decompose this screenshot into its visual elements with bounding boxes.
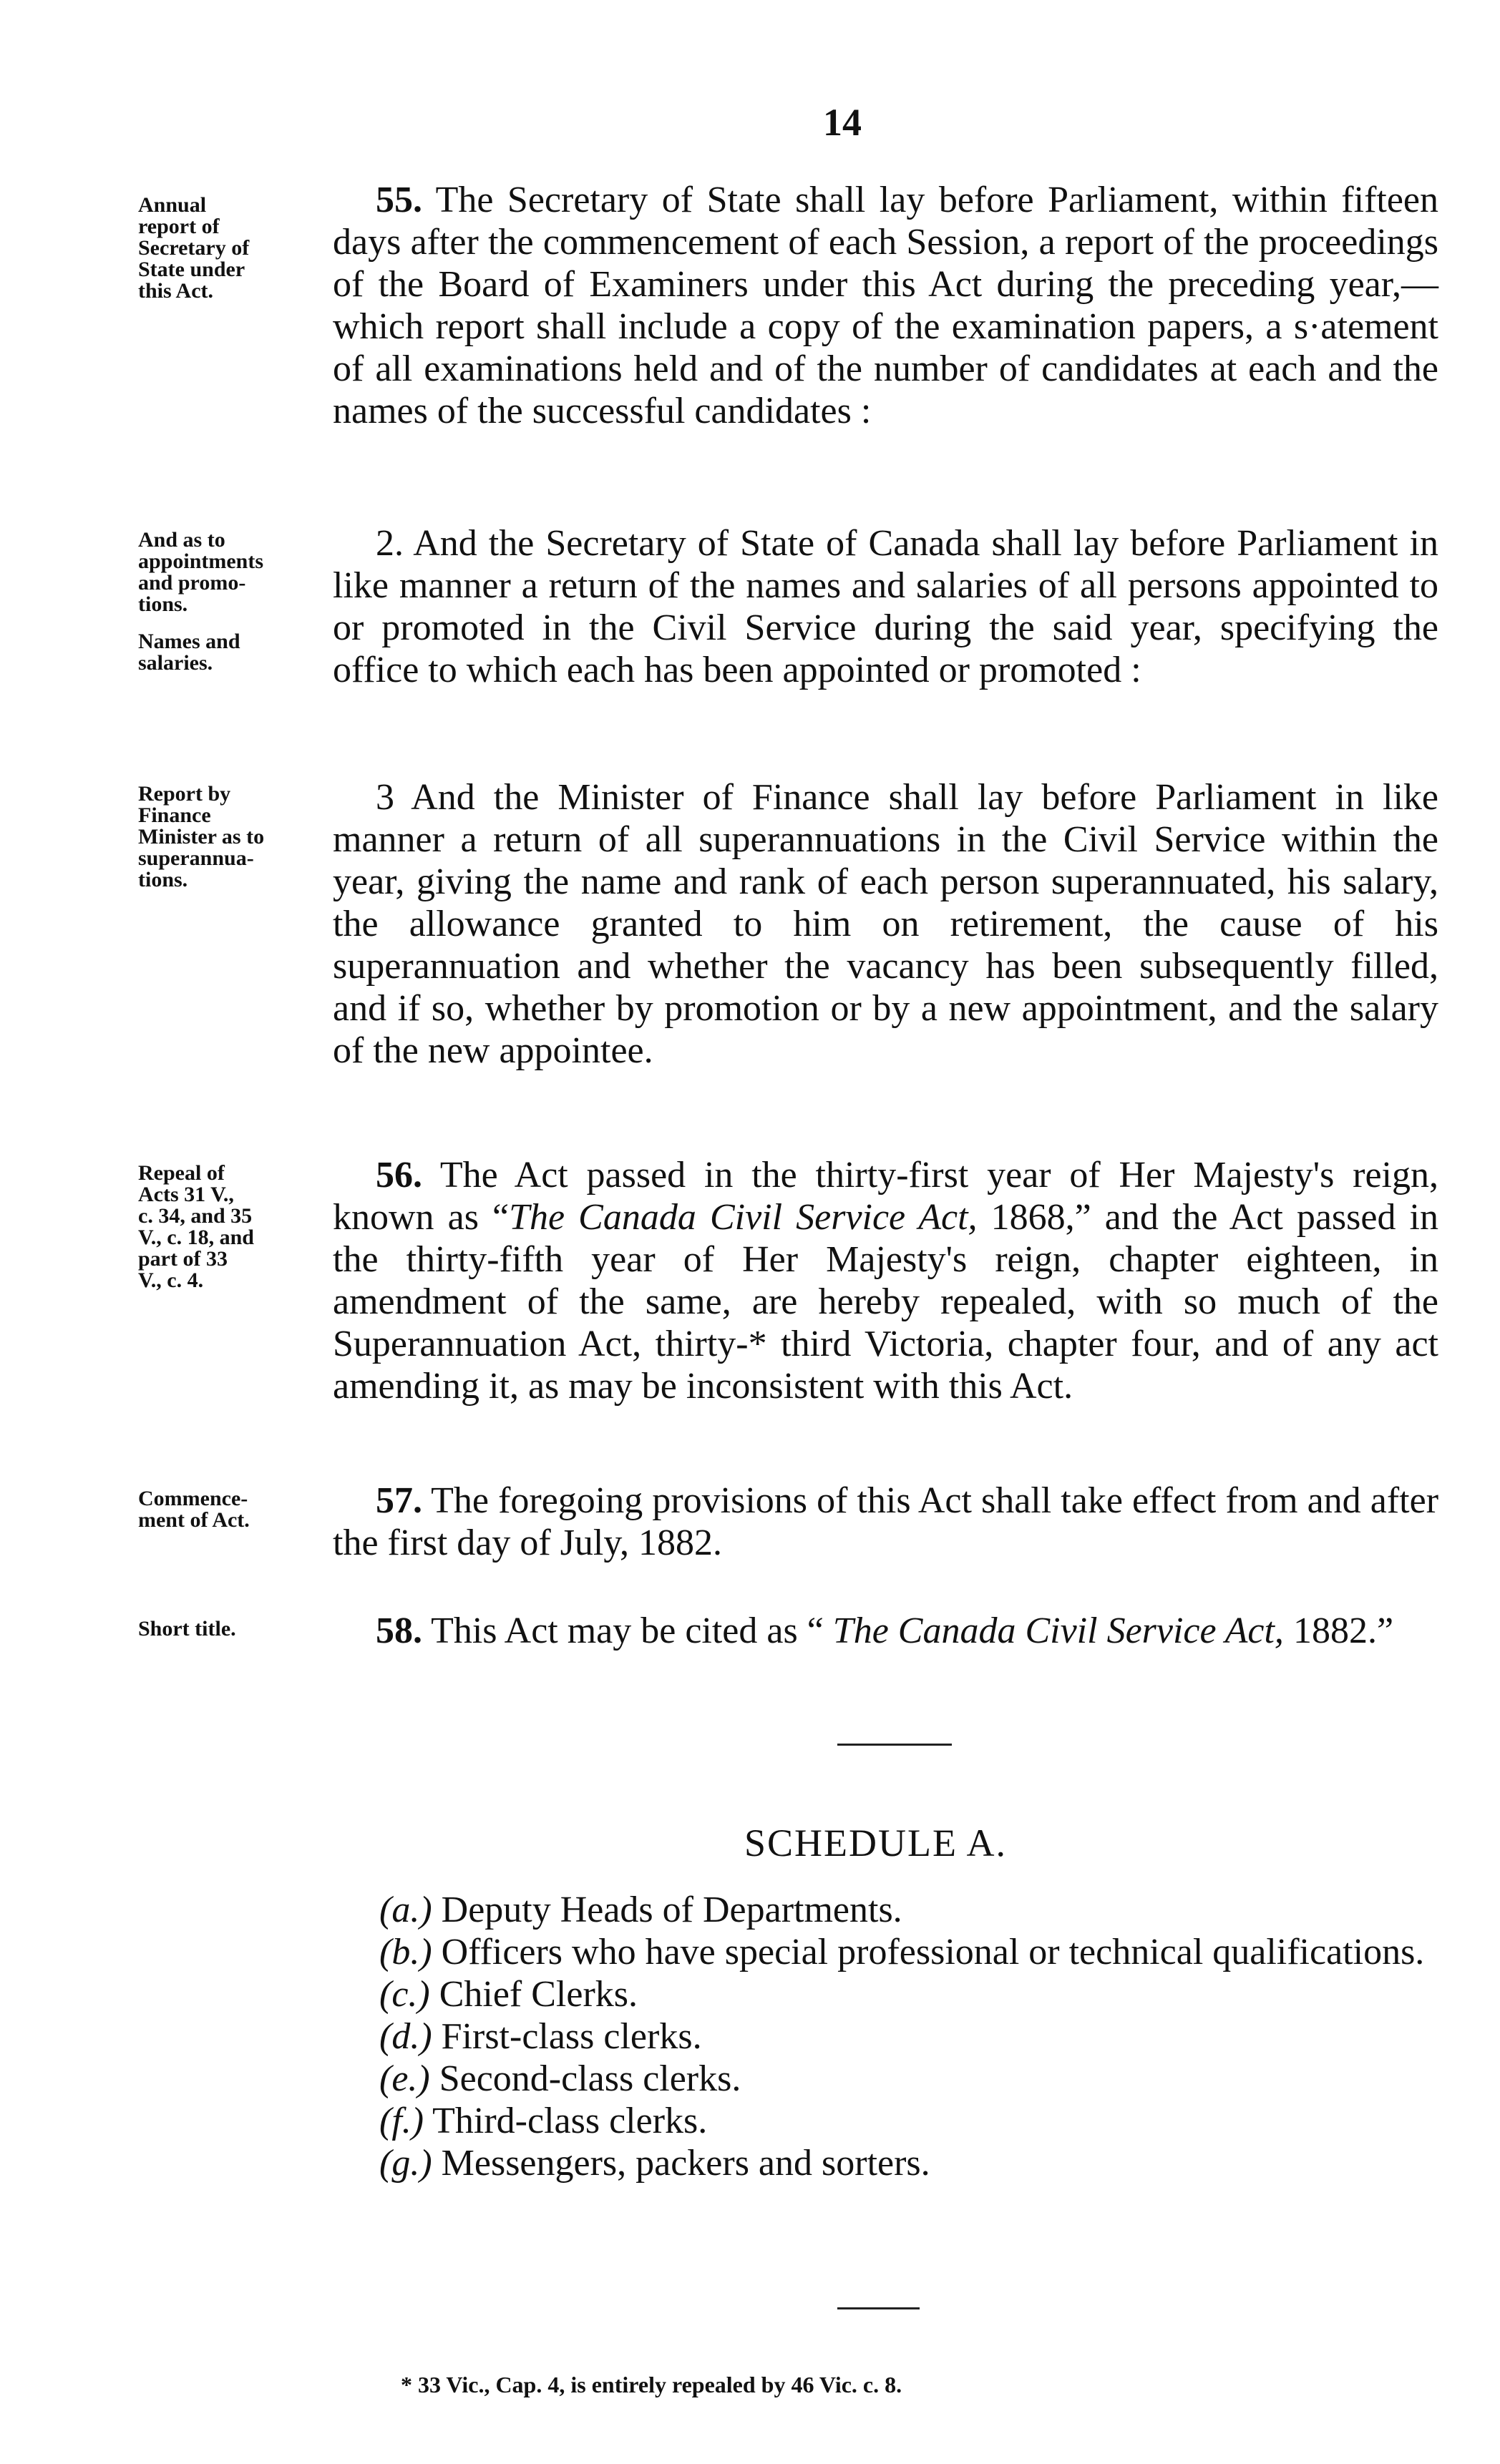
margin-note-line: Commence- — [138, 1487, 248, 1510]
schedule-item-letter: (d.) — [379, 2016, 432, 2057]
margin-note-line: Short title. — [138, 1617, 236, 1641]
page-number: 14 — [823, 101, 862, 144]
schedule-item — [333, 2100, 1438, 2142]
margin-note-annual-report — [138, 195, 331, 302]
section-number: 56. — [376, 1155, 422, 1196]
margin-note-repeal — [138, 1163, 331, 1291]
margin-note-line: And as to — [138, 528, 225, 552]
schedule-item — [333, 2142, 1438, 2184]
schedule-item-letter: (e.) — [379, 2058, 430, 2099]
margin-note-line: Secretary of — [138, 236, 250, 260]
schedule-item-letter: (a.) — [379, 1889, 432, 1930]
schedule-item — [333, 1973, 1438, 2015]
section-57 — [333, 1480, 1438, 1564]
section-text-before: The Act passed in the thirty-first year of Her Majesty's reign, known as “ — [333, 1155, 1439, 1238]
margin-note-line: part of 33 — [138, 1247, 228, 1271]
divider-rule — [837, 1744, 952, 1746]
schedule-list — [333, 1889, 1438, 2184]
act-title: The Canada Civil Service Act, — [509, 1197, 978, 1238]
section-number: 57. — [376, 1480, 422, 1521]
section-text-after: 1882.” — [1283, 1610, 1394, 1651]
schedule-item-letter: (f.) — [379, 2101, 424, 2141]
schedule-item-text: Second-class clerks. — [439, 2058, 741, 2099]
margin-note-line: and promo- — [138, 571, 246, 595]
section-text-before: This Act may be cited as “ — [431, 1610, 833, 1651]
schedule-item — [333, 2058, 1438, 2100]
section-text: The foregoing provisions of this Act shall take effect from and after the first day of July, 1882. — [333, 1480, 1439, 1563]
section-number: 55. — [376, 180, 422, 220]
schedule-item-text: Third-class clerks. — [432, 2101, 708, 2141]
margin-note-line: superannua- — [138, 846, 254, 870]
section-56 — [333, 1154, 1438, 1407]
schedule-item-text: First-class clerks. — [441, 2016, 702, 2057]
divider-rule — [837, 2307, 920, 2309]
margin-note-line: Acts 31 V., — [138, 1183, 234, 1206]
margin-note-short-title — [138, 1618, 331, 1640]
margin-notes-appointments — [138, 529, 331, 690]
section-number: 2. — [376, 523, 404, 564]
schedule-item-letter: (b.) — [379, 1932, 432, 1972]
act-title: The Canada Civil Service Act, — [832, 1610, 1284, 1651]
schedule-item-letter: (c.) — [379, 1974, 430, 2015]
margin-note-line: salaries. — [138, 651, 213, 675]
section-55 — [333, 179, 1438, 432]
schedule-item-letter: (g.) — [379, 2143, 432, 2184]
schedule-item — [333, 2015, 1438, 2058]
margin-note-appointments — [138, 529, 331, 615]
margin-note-line: appointments — [138, 549, 264, 573]
margin-note-line: Repeal of — [138, 1161, 225, 1185]
footnote: * 33 Vic., Cap. 4, is entirely repealed by 46 Vic. c. 8. — [401, 2372, 902, 2397]
margin-note-line: report of — [138, 215, 220, 238]
section-text-after: 1868,” and the Act passed in the thirty-fifth year of Her Majesty's reign, chapter eighteen, in amendment of the same, are hereby repealed, with so much of the Superannuation Act, thirty-* third Victoria, chapter four, and of any act amending it, as may be inconsistent with this Act. — [333, 1197, 1438, 1407]
margin-note-report-by-finance — [138, 783, 331, 891]
schedule-title: SCHEDULE A. — [744, 1822, 1008, 1864]
subsection-2 — [333, 522, 1438, 691]
section-text: The Secretary of State shall lay before Parliament, within fifteen days after the commencement of each Session, a report of the proceedings of the Board of Examiners under this Act during the preceding year,—which report shall include a copy of the examination papers, a s·atement of all examinations held and of the number of candidates at each and the names of the successful candidates : — [333, 180, 1438, 431]
section-58 — [333, 1610, 1438, 1652]
margin-note-line: V., c. 4. — [138, 1268, 204, 1292]
margin-note-line: Finance — [138, 803, 211, 827]
section-number: 3 — [376, 777, 394, 818]
margin-note-line: tions. — [138, 868, 188, 891]
section-number: 58. — [376, 1610, 422, 1651]
margin-note-line: c. 34, and 35 — [138, 1204, 253, 1228]
margin-note-line: V., c. 18, and — [138, 1226, 254, 1249]
schedule-item — [333, 1931, 1438, 1973]
schedule-item-text: Messengers, packers and sorters. — [441, 2143, 930, 2184]
margin-note-line: Report by — [138, 782, 231, 806]
margin-note-line: tions. — [138, 592, 188, 616]
subsection-3 — [333, 776, 1438, 1072]
margin-note-names-salaries — [138, 631, 331, 674]
margin-note-commencement — [138, 1488, 331, 1531]
section-text: And the Secretary of State of Canada shall lay before Parliament in like manner a return of the names and salaries of all persons appointed to or promoted in the Civil Service during the said year, specifying the office to which each has been appointed or promoted : — [333, 523, 1438, 690]
schedule-item-text: Deputy Heads of Departments. — [441, 1889, 902, 1930]
margin-note-line: Minister as to — [138, 825, 265, 849]
margin-note-line: Names and — [138, 630, 240, 653]
margin-note-line: this Act. — [138, 279, 213, 303]
margin-note-line: State under — [138, 258, 245, 281]
schedule-item-text: Officers who have special professional or technical qualifications. — [441, 1932, 1425, 1972]
schedule-item-text: Chief Clerks. — [439, 1974, 638, 2015]
section-text: And the Minister of Finance shall lay before Parliament in like manner a return of all superannuations in the Civil Service within the year, giving the name and rank of each person superannuated, his salary, the allowance granted to him on retirement, the cause of his superannuation and whether the vacancy has been subsequently filled, and if so, whether by promotion or by a new appointment, and the salary of the new appointee. — [333, 777, 1438, 1071]
schedule-item — [333, 1889, 1438, 1931]
margin-note-line: ment of Act. — [138, 1508, 250, 1532]
margin-note-line: Annual — [138, 193, 207, 217]
